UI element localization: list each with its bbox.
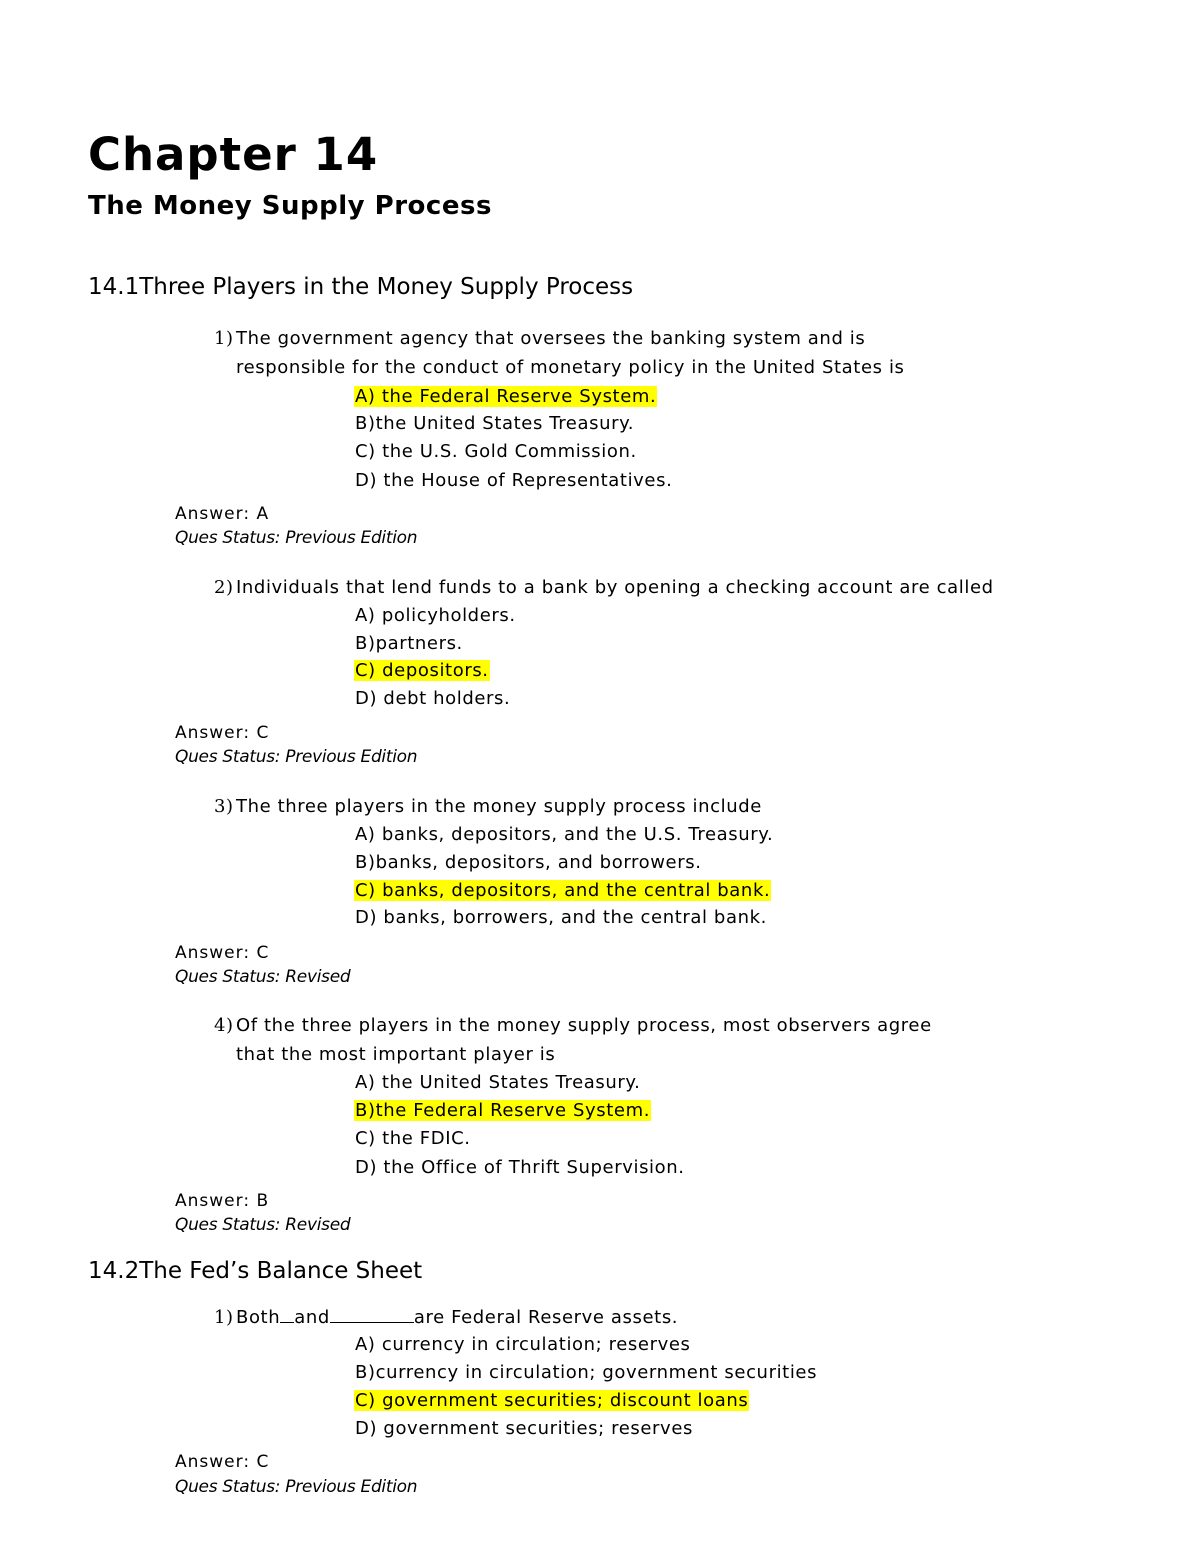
question-stem [214,1307,678,1328]
option-c [354,660,490,681]
option-b [354,633,464,654]
question-text-continued: responsible for the conduct of monetary policy in the United States is [236,357,905,378]
option-label: C) [355,1390,376,1411]
option-label: A) [355,824,376,845]
option-text: the Federal Reserve System. [375,1100,651,1121]
answer: Answer: B [175,1191,270,1211]
question-text-part: Both [236,1307,281,1328]
option-d [354,1157,686,1178]
option-label: A) [355,605,376,626]
option-a [354,1072,641,1093]
option-label: B) [355,633,376,654]
option-text: currency in circulation; reserves [381,1334,691,1355]
option-a [354,605,517,626]
question-number: 2) [214,577,234,598]
option-c [354,1390,749,1411]
option-c [354,441,638,462]
option-c [354,880,771,901]
answer-blank [280,1308,294,1323]
question-status: Ques Status: Revised [175,1215,351,1235]
option-text: government securities; reserves [383,1418,693,1439]
section-title-text: Three Players in the Money Supply Process [139,274,634,300]
option-a [354,824,774,845]
answer: Answer: C [175,723,270,743]
option-text: the House of Representatives. [383,470,673,491]
question-number: 3) [214,796,234,817]
question-number: 1) [214,1307,234,1328]
question-text: Individuals that lend funds to a bank by opening a checking account are called [236,577,994,598]
option-text: banks, depositors, and the U.S. Treasury. [381,824,774,845]
option-text: banks, depositors, and borrowers. [375,852,702,873]
option-b [354,413,635,434]
option-b [354,852,703,873]
answer-blank [330,1308,414,1323]
question-stem [214,577,994,598]
option-text: policyholders. [381,605,516,626]
section-heading [88,274,633,300]
question-status: Ques Status: Previous Edition [175,1477,418,1497]
option-label: B) [355,1100,376,1121]
option-label: C) [355,880,376,901]
answer: Answer: C [175,943,270,963]
option-a [354,386,657,407]
section-number: 14.1 [88,274,140,300]
option-label: B) [355,413,376,434]
option-label: C) [355,1128,376,1149]
option-text: the United States Treasury. [375,413,635,434]
option-label: A) [355,1072,376,1093]
option-text: the Federal Reserve System. [381,386,657,407]
option-d [354,470,673,491]
option-text: the FDIC. [382,1128,471,1149]
question-status: Ques Status: Previous Edition [175,747,418,767]
option-label: D) [355,470,378,491]
option-text: depositors. [382,660,489,681]
question-status: Ques Status: Previous Edition [175,528,418,548]
option-label: B) [355,852,376,873]
option-b [354,1100,651,1121]
option-text: banks, depositors, and the central bank. [382,880,771,901]
chapter-subtitle: The Money Supply Process [88,191,492,221]
option-text: banks, borrowers, and the central bank. [383,907,767,928]
question-text: Of the three players in the money supply process, most observers agree [236,1015,932,1036]
option-text: the Office of Thrift Supervision. [383,1157,685,1178]
option-text: debt holders. [383,688,511,709]
option-text: the U.S. Gold Commission. [382,441,637,462]
section-number: 14.2 [88,1258,140,1284]
answer: Answer: A [175,504,270,524]
answer: Answer: C [175,1452,270,1472]
option-label: A) [355,386,376,407]
question-stem [214,796,762,817]
option-label: D) [355,688,378,709]
option-label: C) [355,660,376,681]
section-heading [88,1258,422,1284]
question-number: 1) [214,328,234,349]
question-text-part: and [294,1307,330,1328]
question-text: The government agency that oversees the banking system and is [236,328,866,349]
question-status: Ques Status: Revised [175,967,351,987]
section-title-text: The Fed’s Balance Sheet [139,1258,423,1284]
option-label: D) [355,1418,378,1439]
option-d [354,688,511,709]
question-number: 4) [214,1015,234,1036]
question-stem [214,1015,932,1036]
option-label: A) [355,1334,376,1355]
option-label: D) [355,907,378,928]
option-d [354,907,768,928]
option-b [354,1362,818,1383]
question-text-part: are Federal Reserve assets. [413,1307,679,1328]
option-c [354,1128,472,1149]
option-text: government securities; discount loans [382,1390,749,1411]
question-stem [214,328,865,349]
option-d [354,1418,694,1439]
option-text: the United States Treasury. [381,1072,641,1093]
option-a [354,1334,692,1355]
chapter-title: Chapter 14 [88,128,379,181]
question-text-continued: that the most important player is [236,1044,556,1065]
option-text: currency in circulation; government securities [375,1362,818,1383]
option-label: D) [355,1157,378,1178]
question-text: The three players in the money supply process include [236,796,762,817]
option-label: C) [355,441,376,462]
option-label: B) [355,1362,376,1383]
option-text: partners. [375,633,463,654]
